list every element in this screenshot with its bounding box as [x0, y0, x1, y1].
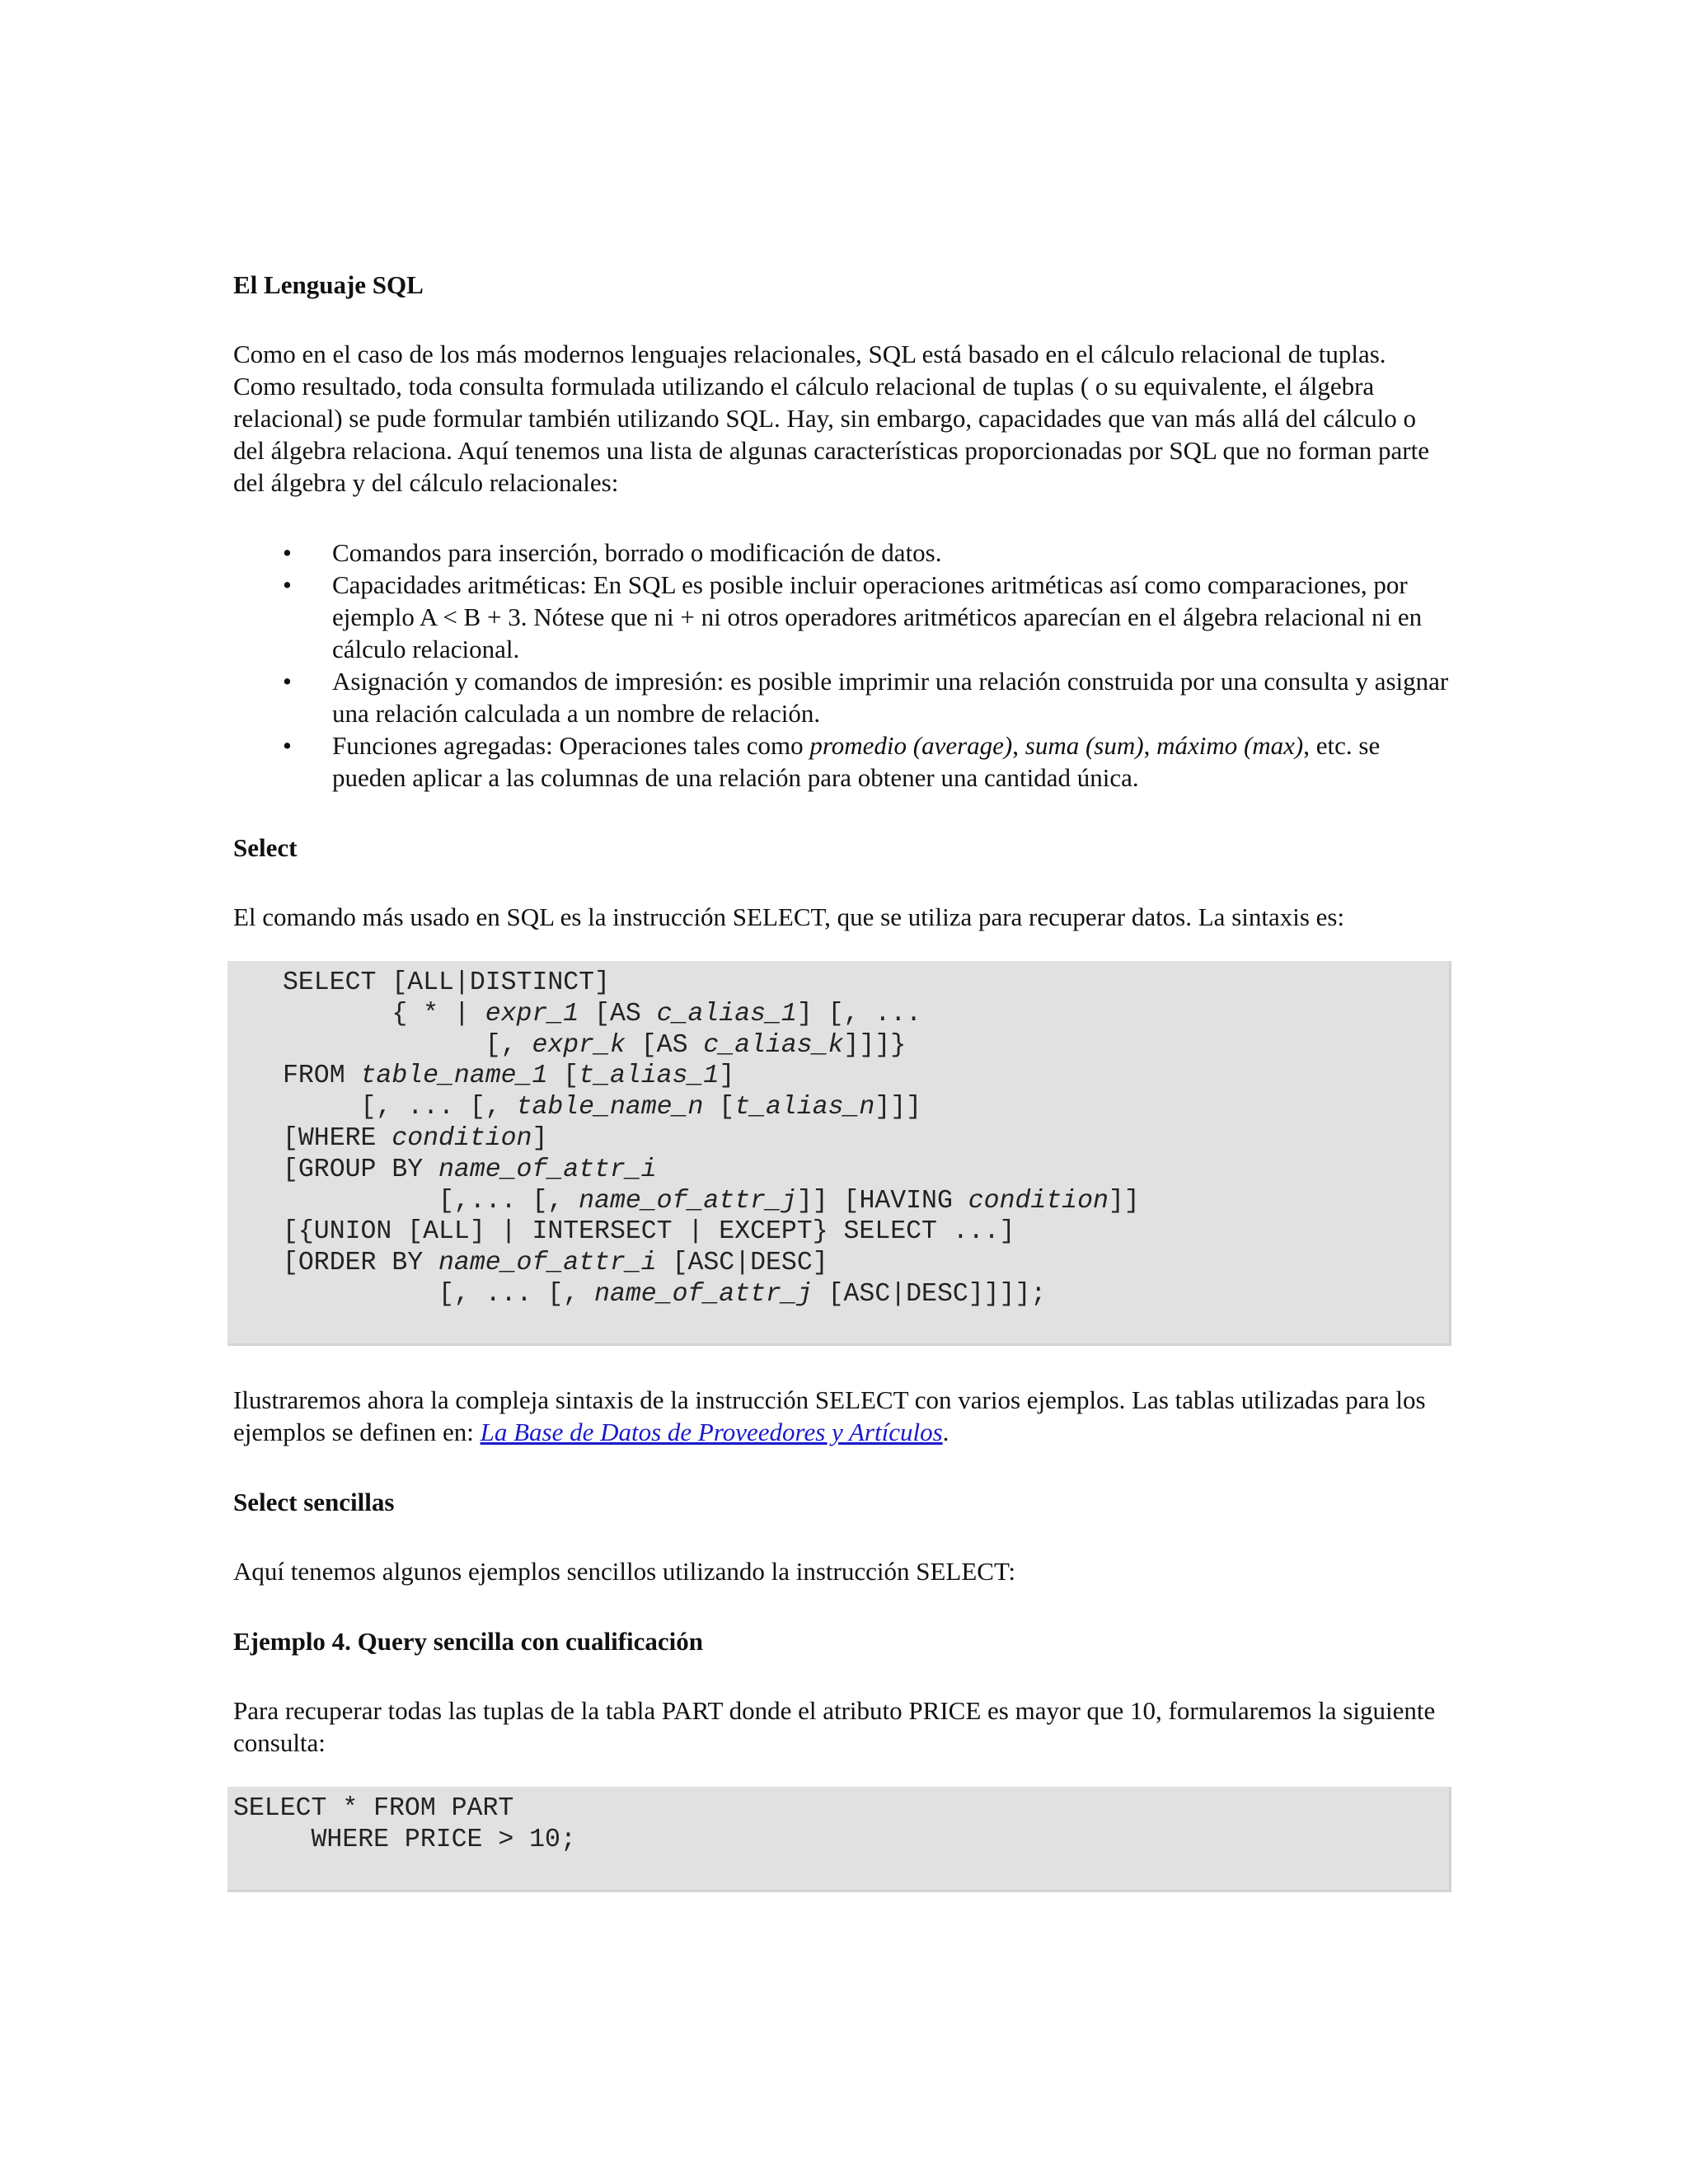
list-item	[233, 665, 1453, 729]
syntax-placeholder: name_of_attr_i	[438, 1155, 657, 1184]
aggregate-suffix: , etc. se pueden aplicar a las columnas de una relación para obtener una cantidad única.	[332, 731, 1381, 792]
section-heading-simple-select: Select sencillas	[233, 1488, 395, 1516]
syntax-placeholder: table_name_1	[360, 1062, 548, 1091]
intro-paragraph: Como en el caso de los más modernos lenguajes relacionales, SQL está basado en el cálculo relacional de tuplas. Como resultado, toda consulta formulada utilizando el cálculo relacional de tuplas ( o su equivalente, el álgebra relacional) se pude formular también utilizando SQL. Hay, sin embargo, capacidades que van más allá del cálculo o del álgebra relaciona. Aquí tenemos una lista de algunas características proporcionadas por SQL que no forman parte del álgebra y del cálculo relacionales:	[233, 340, 1430, 497]
section-heading-select: Select	[233, 833, 298, 862]
bullet-icon: •	[283, 538, 292, 567]
suppliers-database-link[interactable]: La Base de Datos de Proveedores y Artículos	[480, 1418, 943, 1446]
select-intro: El comando más usado en SQL es la instrucción SELECT, que se utiliza para recuperar datos. La sintaxis es:	[233, 902, 1345, 931]
list-item-text: Capacidades aritméticas: En SQL es posible incluir operaciones aritméticas así como comparaciones, por ejemplo A < B + 3. Nótese que ni + ni otros operadores aritméticos aparecían en el álgebra relacional ni en cálculo relacional.	[332, 570, 1423, 663]
syntax-code-block	[227, 961, 1451, 1346]
syntax-keyword: [, ... [,	[283, 1279, 595, 1309]
syntax-keyword: ]]]	[874, 1093, 922, 1122]
syntax-keyword: [{UNION [ALL] | INTERSECT | EXCEPT} SELECT ...]	[283, 1217, 1015, 1247]
aggregate-max: máximo (max)	[1156, 731, 1304, 760]
syntax-placeholder: expr_1	[485, 999, 579, 1029]
syntax-keyword: ]	[719, 1062, 735, 1091]
list-item	[233, 569, 1453, 665]
syntax-keyword: [GROUP BY	[283, 1155, 439, 1184]
syntax-keyword: [ASC|DESC]	[656, 1249, 828, 1278]
syntax-keyword: [AS	[625, 1030, 704, 1060]
syntax-keyword: FROM	[283, 1062, 361, 1091]
example-code: SELECT * FROM PART WHERE PRICE > 10;	[233, 1794, 576, 1854]
syntax-keyword: [WHERE	[283, 1123, 392, 1153]
syntax-keyword: [	[547, 1062, 579, 1091]
aggregate-prefix: Funciones agregadas: Operaciones tales como	[332, 731, 810, 760]
syntax-keyword: { * |	[283, 999, 485, 1029]
syntax-placeholder: table_name_n	[516, 1093, 704, 1122]
aggregate-sep: ,	[1012, 731, 1025, 760]
syntax-placeholder: c_alias_1	[656, 999, 797, 1029]
aggregate-sep: ,	[1143, 731, 1157, 760]
bullet-icon: •	[283, 731, 292, 760]
syntax-keyword: [,... [,	[283, 1186, 579, 1216]
document-content	[233, 269, 1453, 1892]
syntax-placeholder: condition	[968, 1186, 1109, 1216]
list-item	[233, 729, 1453, 794]
example-code-block	[227, 1787, 1451, 1892]
list-item-text	[332, 731, 1380, 792]
illustrate-paragraph	[233, 1384, 1453, 1448]
syntax-placeholder: condition	[392, 1123, 532, 1153]
syntax-placeholder: name_of_attr_i	[438, 1249, 657, 1278]
aggregate-avg: promedio (average)	[809, 731, 1013, 760]
syntax-placeholder: name_of_attr_j	[594, 1279, 813, 1309]
simple-intro: Aquí tenemos algunos ejemplos sencillos utilizando la instrucción SELECT:	[233, 1557, 1015, 1586]
page-title: El Lenguaje SQL	[233, 270, 424, 299]
syntax-keyword: [	[703, 1093, 735, 1122]
list-item	[233, 537, 1453, 569]
syntax-keyword: ]] [HAVING	[796, 1186, 968, 1216]
illustrate-text: Ilustraremos ahora la compleja sintaxis de la instrucción SELECT con varios ejemplos. Las tablas utilizadas para los ejemplos se definen en:	[233, 1385, 1426, 1446]
syntax-code	[283, 968, 1449, 1310]
illustrate-suffix: .	[942, 1418, 950, 1446]
syntax-keyword: [ASC|DESC]]]];	[812, 1279, 1047, 1309]
bullet-icon: •	[283, 667, 292, 696]
syntax-keyword: ]]]}	[843, 1030, 907, 1060]
syntax-placeholder: c_alias_k	[703, 1030, 844, 1060]
aggregate-sum: suma (sum)	[1025, 731, 1144, 760]
syntax-keyword: ] [, ...	[796, 999, 922, 1029]
syntax-keyword: ]]	[1108, 1186, 1140, 1216]
syntax-placeholder: t_alias_n	[734, 1093, 875, 1122]
syntax-keyword: [ORDER BY	[283, 1249, 439, 1278]
syntax-keyword: SELECT [ALL|DISTINCT]	[283, 968, 610, 997]
syntax-placeholder: name_of_attr_j	[579, 1186, 797, 1216]
syntax-keyword: [, ... [,	[283, 1093, 517, 1122]
syntax-keyword: [AS	[579, 999, 657, 1029]
list-item-text: Asignación y comandos de impresión: es posible imprimir una relación construida por una consulta y asignar una relación calculada a un nombre de relación.	[332, 667, 1449, 728]
example-heading: Ejemplo 4. Query sencilla con cualificación	[233, 1627, 704, 1656]
feature-list	[233, 537, 1453, 794]
list-item-text: Comandos para inserción, borrado o modificación de datos.	[332, 538, 942, 567]
syntax-keyword: ]	[532, 1123, 548, 1153]
example-intro: Para recuperar todas las tuplas de la tabla PART donde el atributo PRICE es mayor que 10, formularemos la siguiente consulta:	[233, 1696, 1436, 1757]
syntax-keyword: [,	[283, 1030, 532, 1060]
syntax-placeholder: expr_k	[532, 1030, 626, 1060]
syntax-placeholder: t_alias_1	[579, 1062, 720, 1091]
bullet-icon: •	[283, 570, 292, 599]
